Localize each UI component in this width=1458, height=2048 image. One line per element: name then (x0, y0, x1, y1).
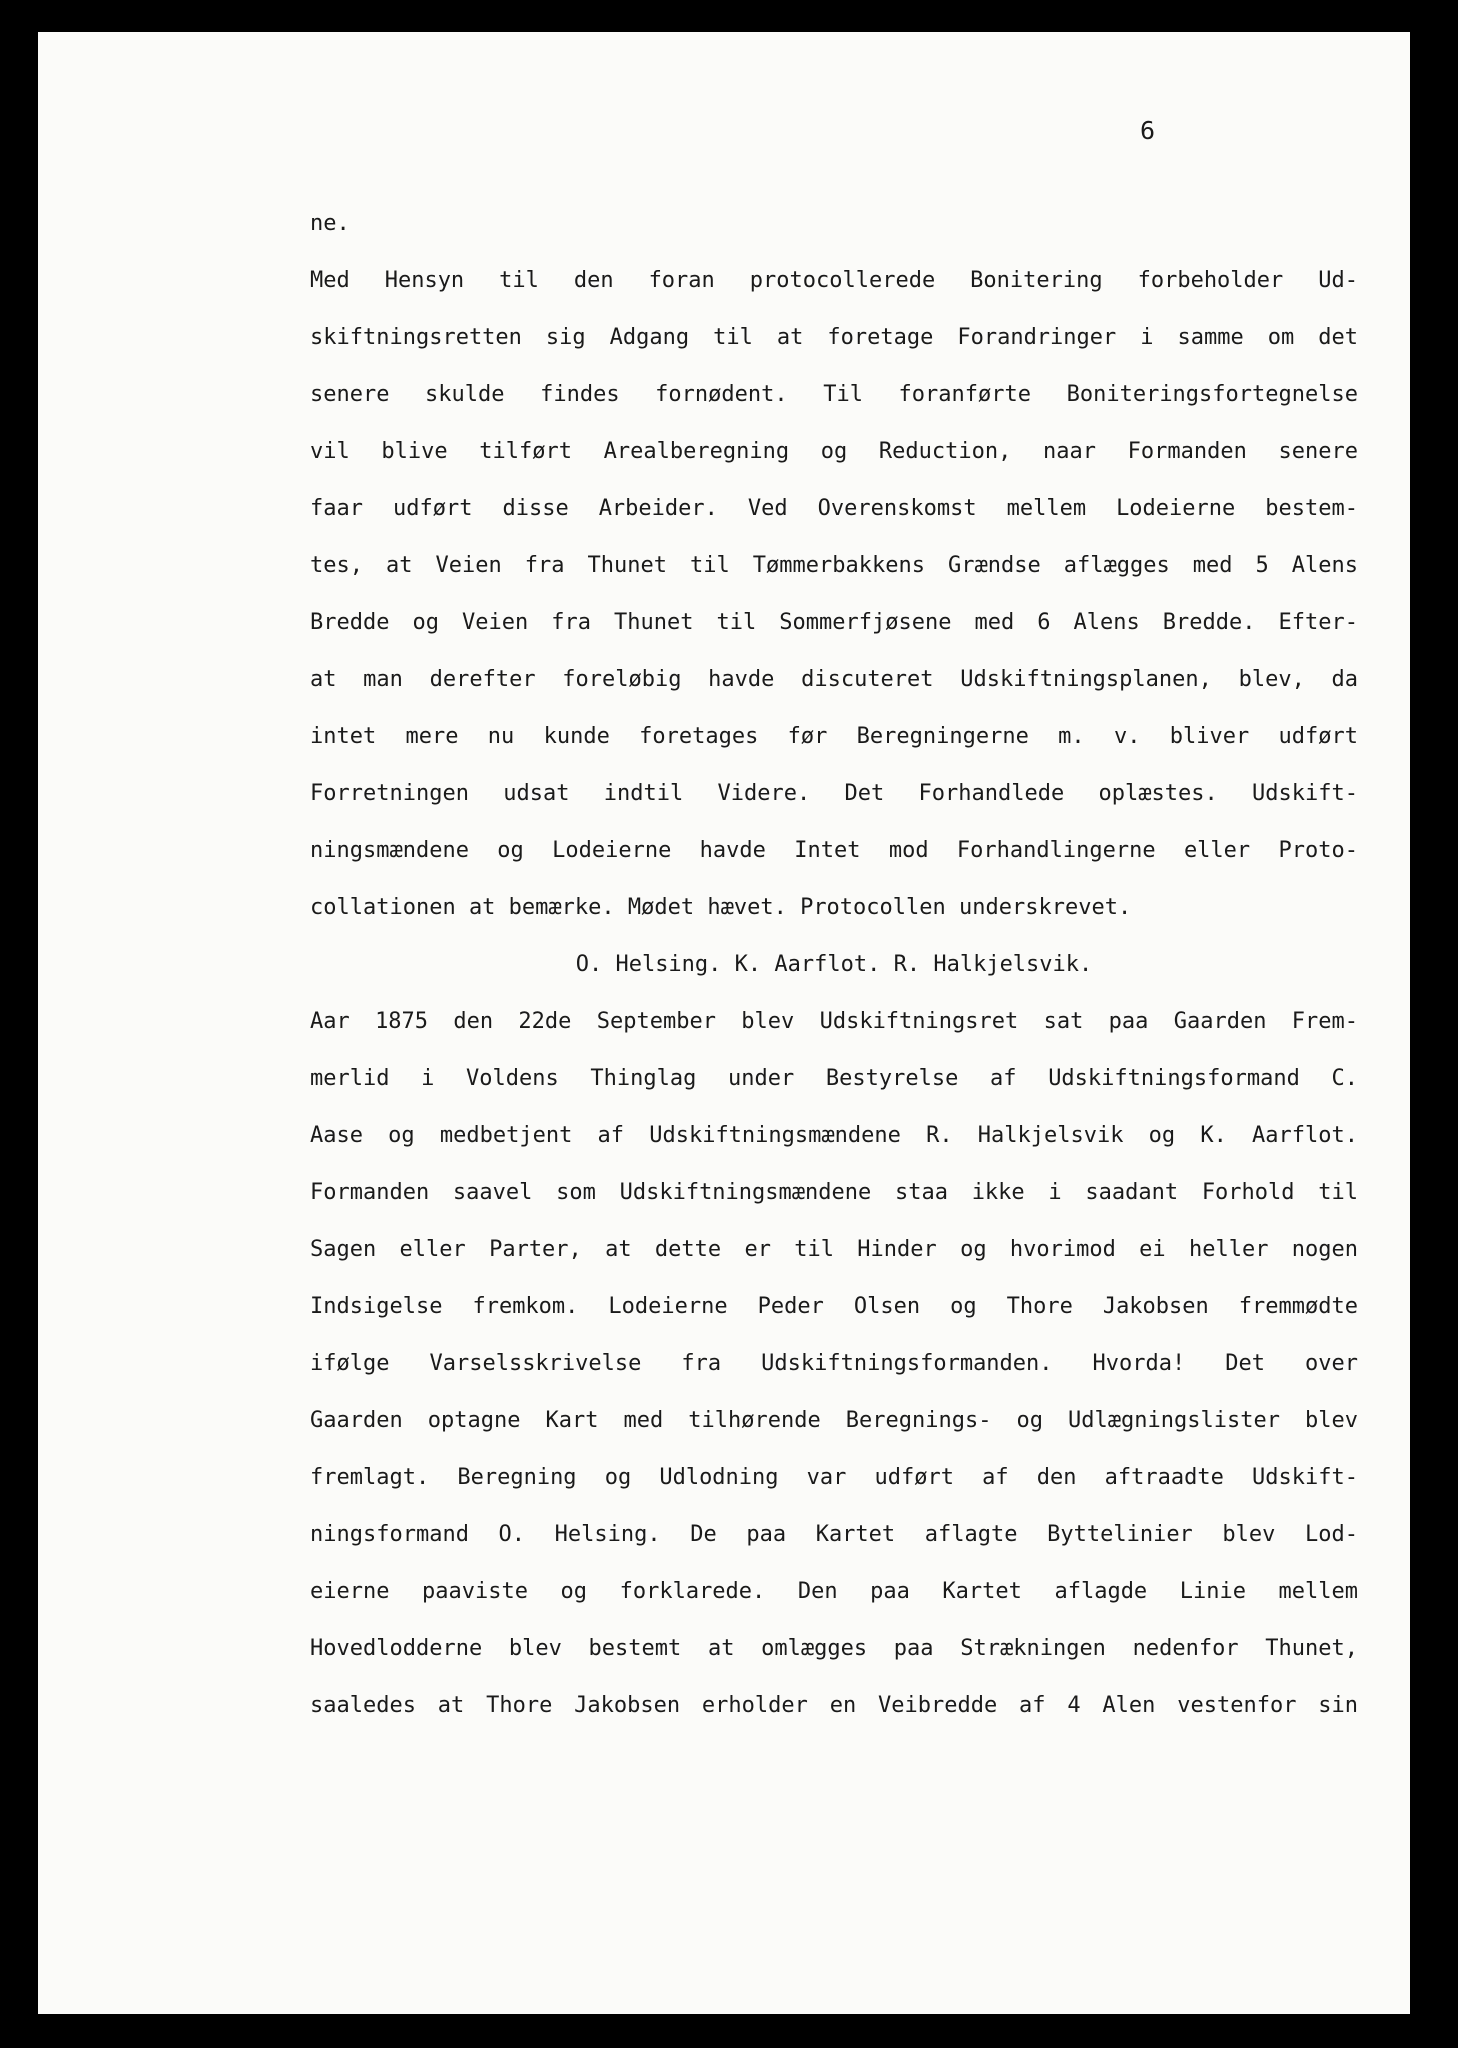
text-line: vil blive tilført Arealberegning og Reduction, naar Formanden senere (310, 439, 1358, 464)
page-number: 6 (1140, 116, 1156, 145)
text-line: skiftningsretten sig Adgang til at foretage Forandringer i samme om det (310, 325, 1358, 350)
text-line: Forretningen udsat indtil Videre. Det Forhandlede oplæstes. Udskift- (310, 781, 1358, 806)
text-line: tes, at Veien fra Thunet til Tømmerbakkens Grændse aflægges med 5 Alens (310, 553, 1358, 578)
text-line: collationen at bemærke. Mødet hævet. Protocollen underskrevet. (310, 895, 1132, 920)
document-page (38, 32, 1410, 2014)
text-line: ningsformand O. Helsing. De paa Kartet aflagte Byttelinier blev Lod- (310, 1522, 1358, 1547)
text-line: Aar 1875 den 22de September blev Udskiftningsret sat paa Gaarden Frem- (310, 1009, 1358, 1034)
text-line: eierne paaviste og forklarede. Den paa Kartet aflagde Linie mellem (310, 1579, 1358, 1604)
text-line: Med Hensyn til den foran protocollerede Bonitering forbeholder Ud- (310, 268, 1358, 293)
text-line: ifølge Varselsskrivelse fra Udskiftningsformanden. Hvorda! Det over (310, 1351, 1358, 1376)
text-line: ne. (310, 211, 350, 236)
protocol-text (310, 195, 1358, 1734)
signature-line: O. Helsing. K. Aarflot. R. Halkjelsvik. (575, 952, 1093, 977)
text-line: fremlagt. Beregning og Udlodning var udført af den aftraadte Udskift- (310, 1465, 1358, 1490)
text-line: Sagen eller Parter, at dette er til Hinder og hvorimod ei heller nogen (310, 1237, 1358, 1262)
text-line: Hovedlodderne blev bestemt at omlægges paa Strækningen nedenfor Thunet, (310, 1636, 1358, 1661)
text-line: saaledes at Thore Jakobsen erholder en Veibredde af 4 Alen vestenfor sin (310, 1693, 1358, 1718)
text-line: Aase og medbetjent af Udskiftningsmændene R. Halkjelsvik og K. Aarflot. (310, 1123, 1358, 1148)
text-line: senere skulde findes fornødent. Til foranførte Boniteringsfortegnelse (310, 382, 1358, 407)
text-line: faar udført disse Arbeider. Ved Overenskomst mellem Lodeierne bestem- (310, 496, 1358, 521)
text-line: merlid i Voldens Thinglag under Bestyrelse af Udskiftningsformand C. (310, 1066, 1358, 1091)
text-line: ningsmændene og Lodeierne havde Intet mod Forhandlingerne eller Proto- (310, 838, 1358, 863)
text-line: Gaarden optagne Kart med tilhørende Beregnings- og Udlægningslister blev (310, 1408, 1358, 1433)
text-line: Bredde og Veien fra Thunet til Sommerfjøsene med 6 Alens Bredde. Efter- (310, 610, 1358, 635)
text-line: at man derefter foreløbig havde discuteret Udskiftningsplanen, blev, da (310, 667, 1358, 692)
text-line: Formanden saavel som Udskiftningsmændene staa ikke i saadant Forhold til (310, 1180, 1358, 1205)
text-line: intet mere nu kunde foretages før Beregningerne m. v. bliver udført (310, 724, 1358, 749)
text-line: Indsigelse fremkom. Lodeierne Peder Olsen og Thore Jakobsen fremmødte (310, 1294, 1358, 1319)
